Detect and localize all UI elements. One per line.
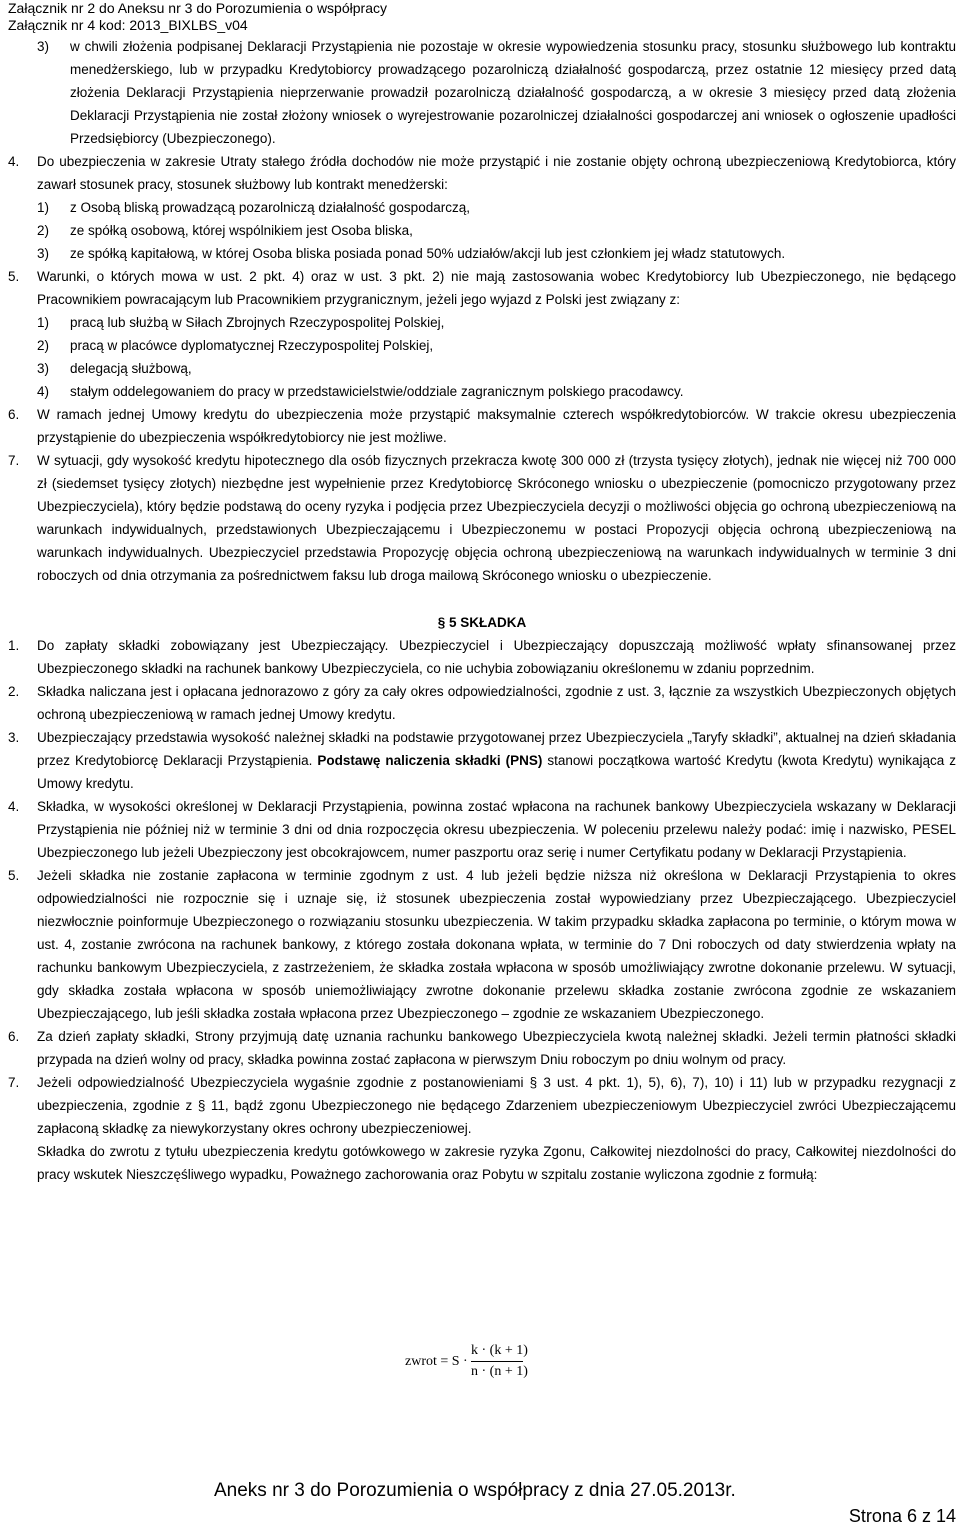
paragraph-number: 6. xyxy=(8,407,20,422)
page-footer: Aneks nr 3 do Porozumienia o współpracy z dnia 27.05.2013r. xyxy=(214,1480,736,1501)
item-text: ze spółką osobową, której wspólnikiem jest Osoba bliska, xyxy=(70,223,413,238)
formula-fraction xyxy=(471,1343,528,1380)
paragraph-text: Składka naliczana jest i opłacana jednorazowo z góry za cały okres odpowiedzialności, zgodnie z ust. 3, łącznie za wszystkich Ubezpieczonych objętych ochroną ubezpieczeniową w ramach jednej Umowy kredytu. xyxy=(37,684,956,722)
section-item xyxy=(8,1071,956,1140)
list-item xyxy=(37,311,956,334)
document-header xyxy=(8,0,948,34)
item-number: 3) xyxy=(37,246,50,261)
item-number: 3) xyxy=(37,39,50,54)
paragraph-number: 5. xyxy=(8,269,20,284)
paragraph-text xyxy=(37,726,956,795)
paragraph-text: W sytuacji, gdy wysokość kredytu hipotecznego dla osób fizycznych przekracza kwotę 300 000 zł (trzysta tysięcy złotych), jednak nie więcej niż 700 000 zł (siedemset tysięcy złotych) niezbędne jest wypełnienie przez Kredytobiorcę Skróconego wniosku o ubezpieczenie (pomocniczo przygotowany przez Ubezpieczyciela), który będzie podstawą do oceny ryzyka i podjęcia przez Ubezpieczyciela decyzji o możliwości objęcia go ochroną ubezpieczeniową na warunkach indywidualnych, przedstawionych Ubezpieczającemu i Ubezpieczonemu w postaci Propozycji objęcia ochroną ubezpieczeniową na warunkach indywidualnych. Ubezpieczyciel przedstawia Propozycję objęcia ochroną ubezpieczeniową na warunkach indywidualnych w terminie 3 dni roboczych od dnia otrzymania za pośrednictwem faksu lub droga mailową Skróconego wniosku o ubezpieczenie. xyxy=(37,453,956,583)
item-text: z Osobą bliską prowadzącą pozarolniczą działalność gospodarczą, xyxy=(70,200,470,215)
list-item xyxy=(37,219,956,242)
list-item xyxy=(37,35,956,150)
section-item xyxy=(8,1025,956,1071)
item-number: 2) xyxy=(37,338,50,353)
paragraph-text: Jeżeli odpowiedzialność Ubezpieczyciela wygaśnie zgodnie z postanowieniami § 3 ust. 4 pkt. 1), 5), 6), 7), 10) i 11) lub w przypadku rezygnacji z ubezpieczenia, zgodnie z § 11, bądź zgonu Ubezpieczonego nie będącego Zdarzeniem ubezpieczeniowym Ubezpieczyciel zwróci Ubezpieczającemu zapłaconą składkę za niewykorzystany okres ochrony ubezpieczeniowej. xyxy=(37,1075,956,1136)
item-text: w chwili złożenia podpisanej Deklaracji Przystąpienia nie pozostaje w okresie wypowiedzenia stosunku pracy, stosunku służbowego lub kontraktu menedżerskiego, lub w przypadku Kredytobiorcy prowadzącego pozarolniczą działalność gospodarczą, przez ostatnie 12 miesięcy przed datą złożenia Deklaracji Przystąpienia nieprzerwanie prowadził pozarolniczą działalność gospodarczą, a w okresie 3 miesięcy przed datą złożenia Deklaracji Przystąpienia nie został złożony wniosek o wyrejestrowanie pozarolniczej działalności gospodarczej ani wniosek o ogłoszenie upadłości Przedsiębiorcy (Ubezpieczonego). xyxy=(70,39,956,146)
paragraph-number: 3. xyxy=(8,730,20,745)
paragraph-number: 1. xyxy=(8,638,20,653)
paragraph-4 xyxy=(8,150,956,196)
list-item xyxy=(37,380,956,403)
section-item xyxy=(8,795,956,864)
closing-paragraph: Składka do zwrotu z tytułu ubezpieczenia kredytu gotówkowego w zakresie ryzyka Zgonu, Całkowitej niezdolności do pracy, Całkowitej niezdolności do pracy wskutek Nieszczęśliwego wypadku, Poważnego zachorowania oraz Pobytu w szpitalu zostanie wyliczona zgodnie z formułą: xyxy=(37,1144,956,1182)
paragraph-text: Za dzień zapłaty składki, Strony przyjmują datę uznania rachunku bankowego Ubezpieczyciela kwotą należnej składki. Jeżeli termin płatności składki przypada na dzień wolny od pracy, składka powinna zostać zapłacona w pierwszym Dniu roboczym po dniu wolnym od pracy. xyxy=(37,1029,956,1067)
bold-term: Podstawę naliczenia składki (PNS) xyxy=(317,753,543,768)
item-text: pracą w placówce dyplomatycznej Rzeczypospolitej Polskiej, xyxy=(70,338,434,353)
item-text: pracą lub służbą w Siłach Zbrojnych Rzeczypospolitej Polskiej, xyxy=(70,315,445,330)
section-item xyxy=(8,680,956,726)
formula-denominator: n · (n + 1) xyxy=(471,1364,528,1379)
item-number: 4) xyxy=(37,384,50,399)
paragraph-number: 6. xyxy=(8,1029,20,1044)
paragraph-5 xyxy=(8,265,956,311)
paragraph-text: Do zapłaty składki zobowiązany jest Ubezpieczający. Ubezpieczyciel i Ubezpieczający dopuszczają możliwość wpłaty sfinansowanej przez Ubezpieczonego składki na rachunek bankowy Ubezpieczyciela, co nie uchybia zobowiązaniu określonemu w zdaniu poprzednim. xyxy=(37,638,956,676)
formula-lhs: zwrot = S · xyxy=(405,1354,468,1369)
list-item xyxy=(37,357,956,380)
paragraph-text: Składka, w wysokości określonej w Deklaracji Przystąpienia, powinna zostać wpłacona na rachunek bankowy Ubezpieczyciela wskazany w Deklaracji Przystąpienia nie później niż w terminie 3 dni od dnia rozpoczęcia okresu ubezpieczenia. W poleceniu przelewu należy podać: imię i nazwisko, PESEL Ubezpieczonego lub jeżeli Ubezpieczony jest obcokrajowcem, numer paszportu oraz serię i numer Certyfikatu podany w Deklaracji Przystąpienia. xyxy=(37,799,956,860)
header-line-2: Załącznik nr 4 kod: 2013_BIXLBS_v04 xyxy=(8,17,248,33)
list-item xyxy=(37,196,956,219)
paragraph-number: 2. xyxy=(8,684,20,699)
section-item xyxy=(8,864,956,1025)
paragraph-number: 4. xyxy=(8,154,20,169)
section-item xyxy=(8,726,956,795)
paragraph-text: Do ubezpieczenia w zakresie Utraty stałego źródła dochodów nie może przystąpić i nie zostanie objęty ochroną ubezpieczeniową Kredytobiorca, który zawarł stosunek pracy, stosunek służbowy lub kontrakt menedżerski: xyxy=(37,154,956,192)
item-number: 3) xyxy=(37,361,50,376)
header-line-1: Załącznik nr 2 do Aneksu nr 3 do Porozumienia o współpracy xyxy=(8,0,387,16)
paragraph-text: Jeżeli składka nie zostanie zapłacona w terminie zgodnym z ust. 4 lub jeżeli będzie niższa niż określona w Deklaracji Przystąpienia to okres odpowiedzialności nie rozpocznie się i uznaje się, iż stosunek ubezpieczenia został wypowiedziany przez Ubezpieczającego. Ubezpieczyciel niezwłocznie poinformuje Ubezpieczonego o rozwiązaniu stosunku ubezpieczenia. W takim przypadku składka zapłacona po terminie, o którym mowa w ust. 4, zostanie zwrócona na rachunek bankowy, z którego została dokonana wpłata, w terminie do 7 Dni roboczych od daty stwierdzenia wpłaty na rachunku bankowym Ubezpieczyciela, z zastrzeżeniem, że składka została wpłacona w sposób umożliwiający zwrotne dokonanie przelewu. W sytuacji, gdy składka została wpłacona w sposób uniemożliwiający zwrotne dokonanie przelewu składka zostanie zwrócona zgodnie ze wskazaniem Ubezpieczającego, lub jeśli składka została wpłacona przez Ubezpieczonego – zgodnie ze wskazaniem Ubezpieczonego. xyxy=(37,868,956,1021)
section-item xyxy=(8,634,956,680)
list-item xyxy=(37,334,956,357)
item-number: 2) xyxy=(37,223,50,238)
text-run: Ubezpieczający przedstawia wysokość należnej składki na podstawie przygotowanej przez Ubezpieczyciela „Taryfy składki”, aktualnej na dzień składania przez Kredytobiorcę Deklaracji Przystąpienia. xyxy=(37,730,956,768)
section-title: § 5 SKŁADKA xyxy=(437,615,527,630)
paragraph-number: 4. xyxy=(8,799,20,814)
item-text: stałym oddelegowaniem do pracy w przedstawicielstwie/oddziale zagranicznym polskiego pracodawcy. xyxy=(70,384,684,399)
text-run: stanowi początkowa wartość Kredytu (kwota Kredytu) wynikająca z Umowy kredytu. xyxy=(37,753,957,791)
paragraph-number: 7. xyxy=(8,453,20,468)
paragraph-7 xyxy=(8,449,956,587)
formula-numerator: k · (k + 1) xyxy=(471,1343,523,1362)
document-body xyxy=(8,35,956,1186)
item-text: delegacją służbową, xyxy=(70,361,192,376)
page-number: Strona 6 z 14 xyxy=(848,1506,956,1526)
item-number: 1) xyxy=(37,200,50,215)
paragraph-text: W ramach jednej Umowy kredytu do ubezpieczenia może przystąpić maksymalnie czterech współkredytobiorców. W trakcie okresu ubezpieczenia przystąpienie do ubezpieczenia współkredytobiorcy nie jest możliwe. xyxy=(37,407,956,445)
paragraph-number: 5. xyxy=(8,868,20,883)
item-text: ze spółką kapitałową, w której Osoba bliska posiada ponad 50% udziałów/akcji lub jest członkiem jej władz statutowych. xyxy=(70,246,786,261)
paragraph-6 xyxy=(8,403,956,449)
item-number: 1) xyxy=(37,315,50,330)
list-item xyxy=(37,242,956,265)
paragraph-text: Warunki, o których mowa w ust. 2 pkt. 4) oraz w ust. 3 pkt. 2) nie mają zastosowania wobec Kredytobiorcy lub Ubezpieczonego, nie będącego Pracownikiem powracającym lub Pracownikiem przygranicznym, jeżeli jego wyjazd z Polski jest związany z: xyxy=(37,269,956,307)
paragraph-number: 7. xyxy=(8,1075,20,1090)
